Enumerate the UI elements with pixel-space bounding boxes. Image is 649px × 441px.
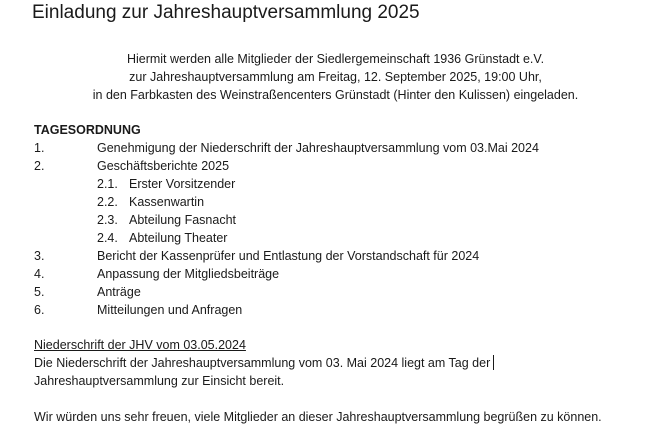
minutes-line-2: Jahreshauptversammlung zur Einsicht bereit. <box>34 374 285 388</box>
agenda-subitem-number: 2.4. <box>97 231 118 245</box>
agenda-subitem-number: 2.1. <box>97 177 118 191</box>
agenda-subitem <box>34 229 634 247</box>
agenda-subitem-text: Abteilung Theater <box>129 231 228 245</box>
agenda-item <box>34 139 634 157</box>
agenda-heading: TAGESORDNUNG <box>34 123 141 137</box>
agenda-item-text: Mitteilungen und Anfragen <box>97 303 243 317</box>
agenda-item-number: 5. <box>34 285 45 299</box>
agenda-item <box>34 301 634 319</box>
agenda-item-number: 4. <box>34 267 45 281</box>
intro-line-3: in den Farbkasten des Weinstraßencenters Grünstadt (Hinter den Kulissen) eingeladen. <box>92 88 579 102</box>
intro-line-2: zur Jahreshauptversammlung am Freitag, 12. September 2025, 19:00 Uhr, <box>129 70 542 84</box>
agenda-item-text: Anpassung der Mitgliedsbeiträge <box>97 267 280 281</box>
agenda-subitem <box>34 193 634 211</box>
agenda-list <box>34 139 634 319</box>
agenda-item-number: 1. <box>34 141 45 155</box>
agenda-item-number: 2. <box>34 159 45 173</box>
agenda-item-number: 6. <box>34 303 45 317</box>
agenda-item-text: Anträge <box>97 285 141 299</box>
agenda-item <box>34 265 634 283</box>
agenda-item-text: Bericht der Kassenprüfer und Entlastung der Vorstandschaft für 2024 <box>97 249 480 263</box>
agenda-subitem <box>34 175 634 193</box>
agenda-item-text: Geschäftsberichte 2025 <box>97 159 230 173</box>
agenda-item <box>34 283 634 301</box>
minutes-line-1-text: Die Niederschrift der Jahreshauptversammlung vom 03. Mai 2024 liegt am Tag der <box>34 356 491 370</box>
agenda-item-number: 3. <box>34 249 45 263</box>
agenda-item <box>34 157 634 175</box>
text-cursor <box>493 355 494 370</box>
agenda-subitem-text: Abteilung Fasnacht <box>129 213 237 227</box>
document-title: Einladung zur Jahreshauptversammlung 2025 <box>32 2 420 23</box>
agenda-subitem-text: Erster Vorsitzender <box>129 177 236 191</box>
agenda-item <box>34 247 634 265</box>
agenda-subitem-number: 2.3. <box>97 213 118 227</box>
agenda-subitem-number: 2.2. <box>97 195 118 209</box>
agenda-item-text: Genehmigung der Niederschrift der Jahreshauptversammlung vom 03.Mai 2024 <box>97 141 539 155</box>
minutes-line-1 <box>34 354 634 372</box>
minutes-paragraph <box>34 354 634 390</box>
closing-sentence: Wir würden uns sehr freuen, viele Mitglieder an dieser Jahreshauptversammlung begrüßen zu können. <box>34 410 602 424</box>
intro-paragraph <box>0 50 649 104</box>
minutes-heading: Niederschrift der JHV vom 03.05.2024 <box>34 338 246 352</box>
agenda-subitem <box>34 211 634 229</box>
agenda-subitem-text: Kassenwartin <box>129 195 205 209</box>
intro-line-1: Hiermit werden alle Mitglieder der Siedlergemeinschaft 1936 Grünstadt e.V. <box>126 52 545 66</box>
